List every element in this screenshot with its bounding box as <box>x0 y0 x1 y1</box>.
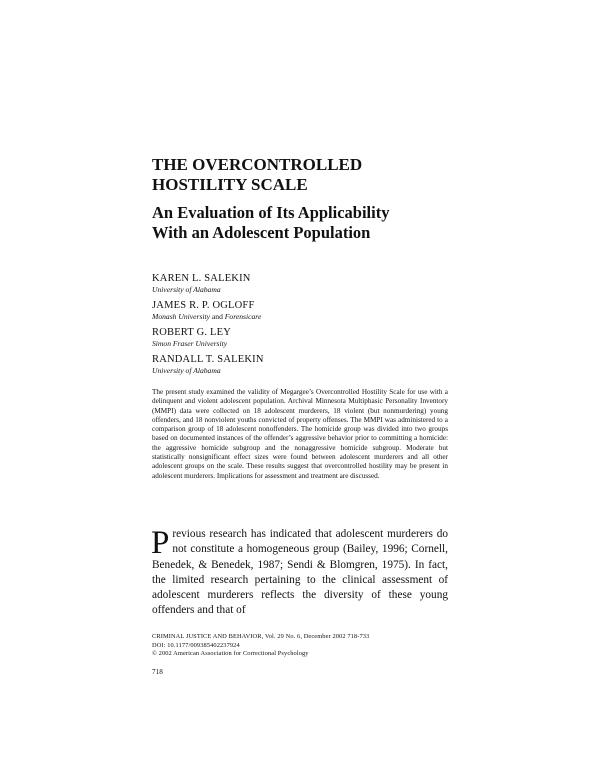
affiliation-part: Forensicare <box>224 312 262 321</box>
drop-cap: P <box>151 525 170 561</box>
affiliation-part: Monash University <box>152 312 210 321</box>
author-name: RANDALL T. SALEKIN <box>152 354 264 365</box>
body-paragraph <box>152 527 448 619</box>
article-title-line-2: HOSTILITY SCALE <box>152 175 308 194</box>
article-subtitle-line-2: With an Adolescent Population <box>152 223 371 242</box>
author-list <box>152 272 472 380</box>
journal-citation: CRIMINAL JUSTICE AND BEHAVIOR, Vol. 29 No. 6, December 2002 718-733 <box>152 633 370 640</box>
article-title-line-1: THE OVERCONTROLLED <box>152 155 363 174</box>
body-text: revious research has indicated that adolescent murderers do not constitute a homogeneous group (Bailey, 1996; Cornell, Benedek, & Benedek, 1987; Sendi & Blomgren, 1975). In fact, the limited research pertaining to the clinical assessment of adolescent murderers reflects the diversity of these young offenders and that of <box>152 528 448 617</box>
author-affiliation <box>152 312 472 322</box>
abstract: The present study examined the validity of Megargee’s Overcontrolled Hostility Scale for use with a delinquent and violent adolescent population. Archival Minnesota Multiphasic Personality Inventory (MMPI) data were collected on 18 adolescent murderers, 18 violent (but nonmurdering) young offenders, and 18 nonviolent youths convicted of property offenses. The MMPI was administered to a comparison group of 18 adolescent nonoffenders. The homicide group was divided into two groups based on documented instances of the offender’s aggressive behavior prior to committing a homicide: the aggressive homicide subgroup and the nonaggressive homicide subgroup. Moderate but statistically nonsignificant effect sizes were found between adolescent murderers and all other adolescent groups on the scale. These results suggest that overcontrolled hostility may be present in adolescent murderers. Implications for assessment and treatment are discussed. <box>152 388 448 480</box>
doi: DOI: 10.1177/009385402237924 <box>152 641 240 649</box>
page-number: 718 <box>152 668 163 676</box>
copyright: © 2002 American Association for Correctional Psychology <box>152 650 309 658</box>
author-name: JAMES R. P. OGLOFF <box>152 300 255 311</box>
article-title <box>152 155 472 195</box>
affiliation-conjunction: and <box>210 312 225 321</box>
page-footer <box>152 633 472 659</box>
author-name: ROBERT G. LEY <box>152 327 232 338</box>
author-name: KAREN L. SALEKIN <box>152 273 251 284</box>
author-affiliation: University of Alabama <box>152 366 221 375</box>
article-subtitle-line-1: An Evaluation of Its Applicability <box>152 203 390 222</box>
author-affiliation: Simon Fraser University <box>152 339 228 348</box>
article-subtitle <box>152 203 482 243</box>
author-affiliation: University of Alabama <box>152 285 221 294</box>
